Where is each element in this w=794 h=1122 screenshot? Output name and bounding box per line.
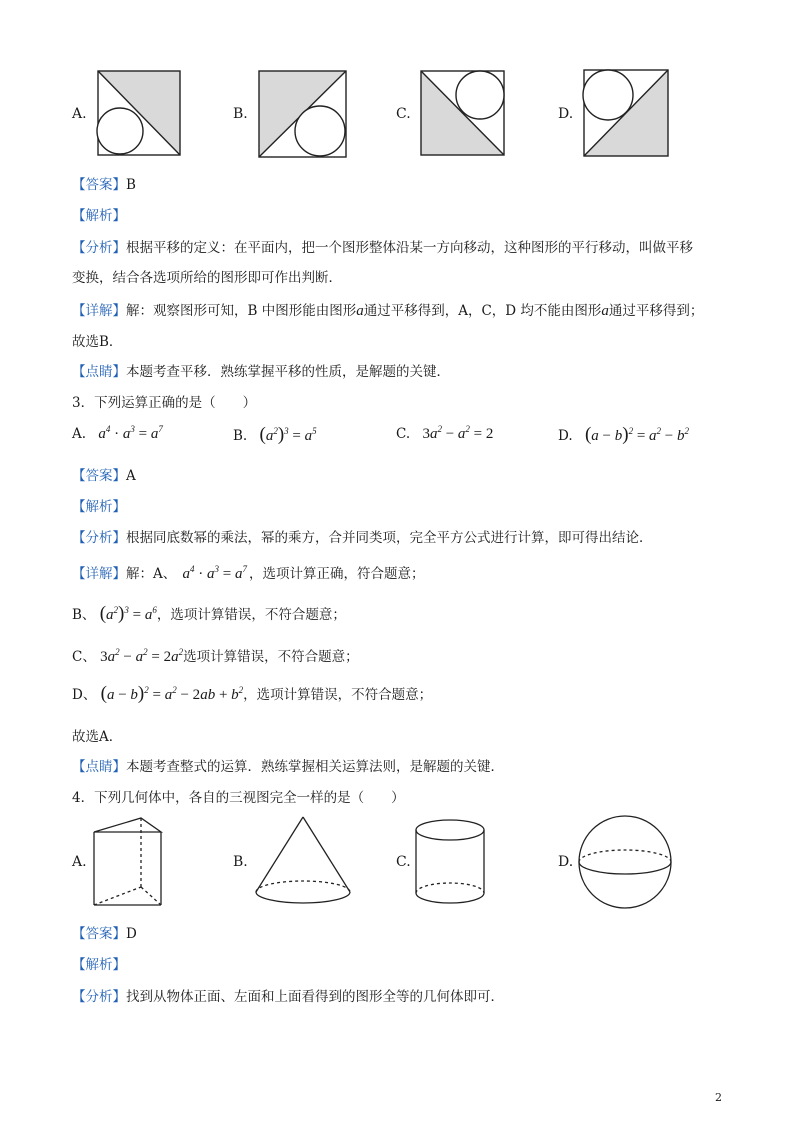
q3-xiangjie-line-a: 【详解】解：A、 $a^4 \cdot a^3 = a^7$ ，选项计算正确，符合题意； [72, 564, 425, 582]
answer-tag: 【答案】 [72, 468, 126, 484]
line-c-prefix: C、 [72, 649, 96, 665]
q3-xiangjie-line-b: B、 $(a^2)^3 = a^6$，选项计算错误，不符合题意； [72, 603, 346, 624]
fenxi-text: 根据同底数幂的乘法，幂的乘方，合并同类项，完全平方公式进行计算，即可得出结论． [126, 530, 653, 546]
q2-fenxi-line1 [72, 236, 693, 256]
dianjing-text: 本题考查整式的运算．熟练掌握相关运算法则，是解题的关键． [126, 759, 504, 775]
q3-fenxi-line [72, 526, 653, 546]
figure-var-a: a [356, 303, 364, 319]
q4-answer-line [72, 922, 137, 942]
xiangjie-tag: 【详解】 [72, 566, 126, 582]
line-c-suffix: 选项计算错误，不符合题意； [183, 649, 359, 665]
q3-xiangjie-line-d: D、 $(a - b)^2 = a^2 - 2ab + b^2$，选项计算错误，不符合题意； [72, 683, 433, 704]
q3-answer-line [72, 464, 136, 484]
q4-option-a-label: A. [72, 854, 87, 870]
q4-analysis-tag: 【解析】 [72, 957, 126, 973]
q2-xiangjie-line [72, 299, 703, 320]
page-number: 2 [715, 1091, 722, 1104]
option-label: A. [72, 426, 87, 442]
q3-dianjing-line [72, 755, 504, 775]
q2-figure-c [420, 70, 505, 156]
q2-conclusion: 故选B． [72, 334, 123, 350]
q4-figure-triangular-prism [93, 817, 163, 907]
q4-option-b-label: B. [233, 854, 248, 870]
dianjing-tag: 【点睛】 [72, 759, 126, 775]
answer-tag: 【答案】 [72, 926, 126, 942]
q3-option-a: A. $a^4 \cdot a^3 = a^7$ [72, 424, 163, 442]
xiangjie-tag: 【详解】 [72, 303, 126, 319]
q2-dianjing-line [72, 360, 450, 380]
q2-answer-line [72, 173, 136, 193]
fenxi-tag: 【分析】 [72, 240, 126, 256]
q3-stem: 3．下列运算正确的是（ ） [72, 395, 257, 411]
option-label: B. [233, 428, 248, 444]
q2-option-d-label: D. [558, 106, 574, 122]
q2-analysis-tag: 【解析】 [72, 208, 126, 224]
q2-option-c-label: C. [396, 106, 411, 122]
xiangjie-prefix: 解：A、 [126, 566, 177, 582]
answer-value: B [126, 177, 136, 193]
answer-value: D [126, 926, 137, 942]
answer-value: A [126, 468, 136, 484]
dianjing-tag: 【点睛】 [72, 364, 126, 380]
q4-stem: 4．下列几何体中，各自的三视图完全一样的是（ ） [72, 790, 405, 806]
line-b-suffix: ，选项计算错误，不符合题意； [156, 607, 346, 623]
option-label: C. [396, 426, 411, 442]
q3-conclusion: 故选A． [72, 729, 123, 745]
fenxi-text: 找到从物体正面、左面和上面看得到的图形全等的几何体即可． [126, 989, 504, 1005]
fenxi-tag: 【分析】 [72, 530, 126, 546]
line-d-suffix: ，选项计算错误，不符合题意； [243, 687, 433, 703]
line-d-prefix: D、 [72, 687, 97, 703]
fenxi-tag: 【分析】 [72, 989, 126, 1005]
q3-option-b: B. $(a^2)^3 = a^5$ [233, 424, 317, 445]
dianjing-text: 本题考查平移．熟练掌握平移的性质，是解题的关键． [126, 364, 450, 380]
q4-option-d-label: D. [558, 854, 574, 870]
line-a-suffix: ，选项计算正确，符合题意； [249, 566, 425, 582]
q2-option-b-label: B. [233, 106, 248, 122]
fenxi-text: 根据平移的定义：在平面内，把一个图形整体沿某一方向移动，这种图形的平行移动，叫做平移 [126, 240, 693, 256]
q3-analysis-tag: 【解析】 [72, 499, 126, 515]
q4-fenxi-line [72, 985, 504, 1005]
xiangjie-text-c: 通过平移得到； [608, 303, 704, 319]
q2-figure-b [258, 70, 347, 158]
q3-option-c: C. $3a^2 - a^2 = 2$ [396, 424, 494, 442]
xiangjie-text-b: 通过平移得到，A，C，D 均不能由图形 [363, 303, 602, 319]
q4-figure-cylinder [414, 819, 486, 905]
line-b-prefix: B、 [72, 607, 96, 623]
answer-tag: 【答案】 [72, 177, 126, 193]
q3-xiangjie-line-c: C、 $3a^2 - a^2 = 2a^2$选项计算错误，不符合题意； [72, 647, 359, 665]
q2-figure-d [583, 69, 669, 157]
q4-figure-cone [255, 816, 351, 904]
q3-option-d: D. $(a - b)^2 = a^2 - b^2$ [558, 424, 689, 445]
xiangjie-text-a: 解：观察图形可知，B 中图形能由图形 [126, 303, 357, 319]
q4-option-c-label: C. [396, 854, 411, 870]
option-label: D. [558, 428, 573, 444]
q2-fenxi-line2: 变换，结合各选项所给的图形即可作出判断． [72, 270, 342, 286]
q2-option-a-label: A. [72, 106, 87, 122]
figure-var-a-2: a [601, 303, 609, 319]
q2-figure-a [97, 70, 181, 156]
q4-figure-sphere [577, 816, 673, 908]
